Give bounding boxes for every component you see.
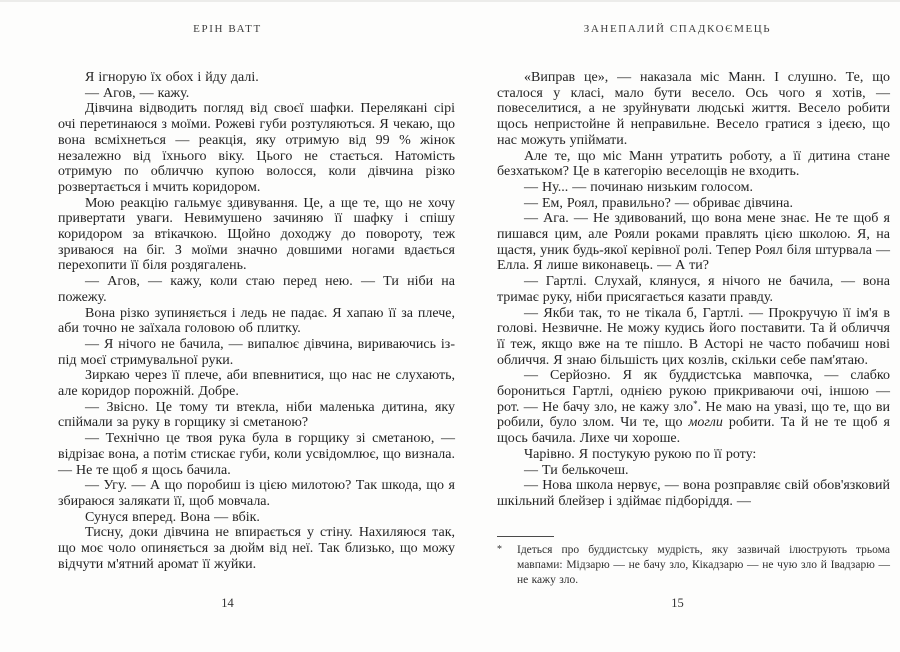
paragraph: — Гартлі. Слухай, клянуся, я нічого не бачила, — вона тримає руку, ніби присягається казати правду. xyxy=(497,274,890,305)
paragraph: — Я нічого не бачила, — випалює дівчина, вириваючись із-під моєї стримувальної руки. xyxy=(58,336,455,368)
paragraph: Але те, що міс Манн утратить роботу, а її дитина стане безхатьком? Це в категорію веселощів не входить. xyxy=(497,148,890,180)
paragraph: Тисну, доки дівчина не впирається у стіну. Нахиляюся так, що моє чоло опиняється за дюйм від неї. Так близько, що можу відчути м'ятний аромат її жуйки. xyxy=(58,525,455,572)
right-page-paragraphs xyxy=(497,70,890,510)
paragraph: Мою реакцію гальмує здивування. Це, а ще те, що не хочу привертати уваги. Невимушено зачиняю її шафку і спішу коридором за втікачкою. Щойно доходжу до повороту, теж зриваюся на біг. З моїми значно довшими ногами вдається перехопити її біля роздягалень. xyxy=(58,195,455,274)
paragraph: — Угу. — А що поробиш із цією милотою? Так шкода, що я збираюся залякати її, щоб мовчала. xyxy=(58,478,455,509)
footnote-marker: * xyxy=(497,544,502,555)
paragraph: — Агов, — кажу, коли стаю перед нею. — Ти ніби на пожежу. xyxy=(58,274,455,305)
paragraph: Зиркаю через її плече, аби впевнитися, що нас не слухають, але коридор порожній. Добре. xyxy=(58,368,455,400)
paragraph: Я ігнорую їх обох і йду далі. xyxy=(85,70,259,85)
paragraph: — Ти белькочеш. xyxy=(524,462,629,478)
paragraph: — Серйозно. Я як буддистська мавпочка, — слабко борониться Гартлі, однією рукою прикриваючи очі, іншою — рот. — Не бачу зло, не кажу зло*. Не маю на увазі, що те, що ви робили, було злом. Чи те, що могли робити. Та й не те щоб я щось бачила. Лихе чи хороше. xyxy=(497,368,890,447)
footnote-divider xyxy=(497,536,554,537)
paragraph: — Ну... — починаю низьким голосом. xyxy=(524,179,753,195)
footnote-text: Ідеться про буддистську мудрість, яку зазвичай ілюструють трьома мавпами: Мідзарю — не бачу зло, Кікадзарю — не чую зло й Івадзарю — не кажу зло. xyxy=(517,544,890,586)
paragraph: Вона різко зупиняється і ледь не падає. Я хапаю її за плече, аби точно не заїхала головою об плитку. xyxy=(58,305,455,337)
paragraph: — Ем, Роял, правильно? — обриває дівчина. xyxy=(524,195,793,211)
paragraph: — Нова школа нервує, — вона розправляє свій обов'язковий шкільний блейзер і здіймає підборіддя. — xyxy=(497,478,890,509)
running-header-left: ЕРІН ВАТТ xyxy=(193,23,262,35)
paragraph: «Виправ це», — наказала міс Манн. І слушно. Те, що сталося у класі, мало бути весело. Ось чого я хотів, — повеселитися, а не зруйнувати людські життя. Весело робити щось непристойне й неправильне. Весело гратися з ідеєю, що нас можуть упіймати. xyxy=(497,70,890,148)
footnote xyxy=(497,536,890,588)
paragraph: Сунуся вперед. Вона — вбік. xyxy=(85,509,260,525)
paragraph: — Якби так, то не тікала б, Гартлі. — Прокручую її ім'я в голові. Незвичне. Не можу кудись його поставити. Та й обличчя її теж, якщо вже на те пішло. В Асторі не часто побачиш нові обличчя. Я знаю більшість цих козлів, скільки себе пам'ятаю. xyxy=(497,305,890,368)
book-page-right xyxy=(455,0,900,652)
left-page-paragraphs xyxy=(58,70,455,573)
paragraph: — Агов, — кажу. xyxy=(85,85,190,101)
running-header-right: ЗАНЕПАЛИЙ СПАДКОЄМЕЦЬ xyxy=(583,23,772,35)
paragraph: — Ага. — Не здивований, що вона мене знає. Не те щоб я пишався цим, але Рояли роками правлять цією школою. Я, на щастя, уник будь-якої керівної ролі. Тепер Роял біля штурвала — Елла. Я лише виконавець. — А ти? xyxy=(497,211,890,274)
page-number-left: 14 xyxy=(221,596,234,610)
paragraph: — Технічно це твоя рука була в горщику зі сметаною, — відрізає вона, а потім стискає губи, коли усвідомлює, що визнала. — Не те щоб я щось бачила. xyxy=(58,431,455,478)
paragraph: — Звісно. Це тому ти втекла, ніби маленька дитина, яку спіймали за руку в горщику зі сметаною? xyxy=(58,399,455,431)
page-number-right: 15 xyxy=(671,596,684,610)
paragraph: Дівчина відводить погляд від своєї шафки. Перелякані сірі очі перетинаюся з моїми. Рожеві губи розтуляються. Я чекаю, що вона всміхнеться — реакція, яку отримую від 99 % жінок незалежно від їхнього віку. Цього не стається. Натомість отримую по обличчю купою волосся, коли дівчина різко розвертається і мчить коридором. xyxy=(58,101,455,195)
paragraph: Чарівно. Я постукую рукою по її роту: xyxy=(524,446,757,462)
